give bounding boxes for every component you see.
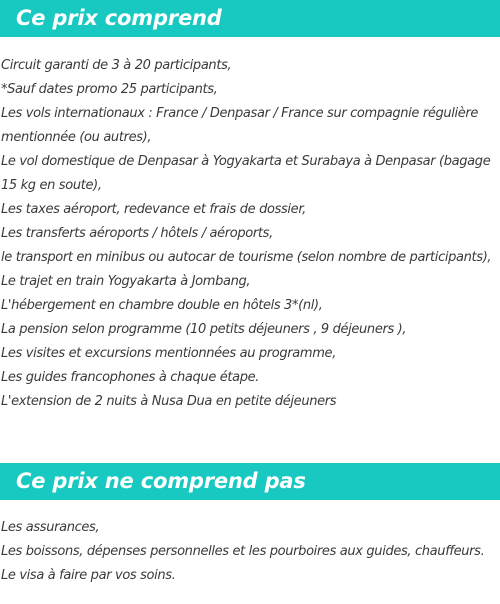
list-item: le transport en minibus ou autocar de tourisme (selon nombre de participants), xyxy=(1,250,492,265)
list-item: La pension selon programme (10 petits déjeuners , 9 déjeuners ), xyxy=(1,322,407,337)
list-item: Les boissons, dépenses personnelles et les pourboires aux guides, chauffeurs. xyxy=(1,544,485,559)
list-item: L'hébergement en chambre double en hôtels 3*(nl), xyxy=(1,298,323,313)
list-item: Circuit garanti de 3 à 20 participants, xyxy=(1,58,232,73)
list-item: Les visites et excursions mentionnées au programme, xyxy=(1,346,336,361)
list-item: Les assurances, xyxy=(1,520,100,535)
list-item: Les taxes aéroport, redevance et frais de dossier, xyxy=(1,202,306,217)
list-item: Les guides francophones à chaque étape. xyxy=(1,370,260,385)
excludes-heading: Ce prix ne comprend pas xyxy=(0,463,500,500)
list-item: L'extension de 2 nuits à Nusa Dua en petite déjeuners xyxy=(1,394,337,409)
includes-list xyxy=(1,54,499,414)
list-item: Le trajet en train Yogyakarta à Jombang, xyxy=(1,274,251,289)
list-item: Le vol domestique de Denpasar à Yogyakarta et Surabaya à Denpasar (bagage 15 kg en soute), xyxy=(1,154,491,193)
list-item: *Sauf dates promo 25 participants, xyxy=(1,82,218,97)
list-item: Les transferts aéroports / hôtels / aéroports, xyxy=(1,226,273,241)
list-item: Le visa à faire par vos soins. xyxy=(1,568,176,583)
excludes-list xyxy=(1,516,499,588)
includes-heading: Ce prix comprend xyxy=(0,0,500,37)
list-item: Les vols internationaux : France / Denpasar / France sur compagnie régulière mentionnée (ou autres), xyxy=(1,106,479,145)
